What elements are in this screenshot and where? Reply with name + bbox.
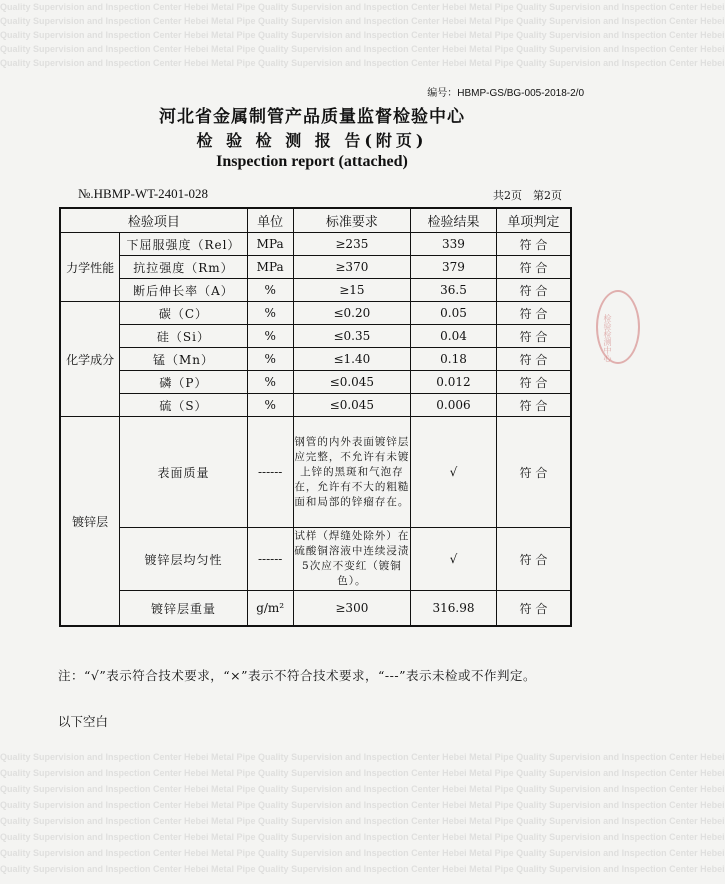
inspection-table: [59, 207, 572, 627]
item-verdict: 符 合: [496, 417, 571, 528]
item-unit: g/m²: [247, 591, 293, 627]
item-requirement: ≤0.045: [293, 371, 411, 394]
item-requirement: ≤1.40: [293, 348, 411, 371]
blank-below-text: 以下空白: [58, 714, 109, 729]
table-row: [60, 348, 571, 371]
item-unit: %: [247, 279, 293, 302]
document-number: 编号：HBMP-GS/BG-005-2018-2/0: [427, 88, 584, 99]
item-verdict: 符 合: [496, 256, 571, 279]
item-name: 硅（Si）: [120, 325, 248, 348]
table-row: [60, 371, 571, 394]
table-row: [60, 591, 571, 627]
item-requirement: 试样（焊缝处除外）在硫酸铜溶液中连续浸渍5次应不变红（镀铜色）。: [293, 528, 411, 591]
item-verdict: 符 合: [496, 233, 571, 256]
item-name: 镀锌层均匀性: [120, 528, 248, 591]
watermark: Quality Supervision and Inspection Center Hebei Metal Pipe Quality Supervision and Inspection Center Hebei Metal Pipe Quality Supervision and Inspection Center Hebei: [0, 752, 725, 762]
item-requirement: ≥370: [293, 256, 411, 279]
item-unit: %: [247, 371, 293, 394]
item-result: 0.05: [411, 302, 497, 325]
item-unit: MPa: [247, 256, 293, 279]
watermark: Quality Supervision and Inspection Center Hebei Metal Pipe Quality Supervision and Inspection Center Hebei Metal Pipe Quality Supervision and Inspection Center Hebei: [0, 16, 725, 26]
seal-stamp: [596, 290, 640, 364]
item-verdict: 符 合: [496, 279, 571, 302]
item-result: 0.04: [411, 325, 497, 348]
item-verdict: 符 合: [496, 348, 571, 371]
item-requirement: ≤0.045: [293, 394, 411, 417]
item-requirement: 钢管的内外表面镀锌层应完整，不允许有未镀上锌的黑斑和气泡存在，允许有不大的粗糙面和局部的锌瘤存在。: [293, 417, 411, 528]
item-unit: ------: [247, 417, 293, 528]
item-verdict: 符 合: [496, 371, 571, 394]
group-label-chemical: 化学成分: [60, 302, 120, 417]
item-name: 断后伸长率（A）: [120, 279, 248, 302]
item-requirement: ≥235: [293, 233, 411, 256]
item-unit: %: [247, 394, 293, 417]
item-result: 0.006: [411, 394, 497, 417]
group-label-galvanized: 镀锌层: [60, 417, 120, 627]
header-item: 检验项目: [60, 208, 247, 233]
item-verdict: 符 合: [496, 394, 571, 417]
item-requirement: ≥300: [293, 591, 411, 627]
table-row: [60, 233, 571, 256]
seal-text: 检验检测中心: [603, 314, 612, 362]
table-row: [60, 279, 571, 302]
table-row: [60, 528, 571, 591]
item-verdict: 符 合: [496, 591, 571, 627]
header-unit: 单位: [247, 208, 293, 233]
header-requirement: 标准要求: [293, 208, 411, 233]
item-name: 抗拉强度（Rm）: [120, 256, 248, 279]
item-requirement: ≤0.35: [293, 325, 411, 348]
item-name: 硫（S）: [120, 394, 248, 417]
legend-note: 注：“√”表示符合技术要求，“×”表示不符合技术要求，“---”表示未检或不作判定。: [58, 668, 536, 683]
item-result: √: [411, 417, 497, 528]
report-number: №.HBMP-WT-2401-028: [78, 186, 209, 201]
item-verdict: 符 合: [496, 302, 571, 325]
watermark: Quality Supervision and Inspection Center Hebei Metal Pipe Quality Supervision and Inspection Center Hebei Metal Pipe Quality Supervision and Inspection Center Hebei: [0, 58, 725, 68]
item-result: 339: [411, 233, 497, 256]
table-row: [60, 256, 571, 279]
watermark: Quality Supervision and Inspection Center Hebei Metal Pipe Quality Supervision and Inspection Center Hebei Metal Pipe Quality Supervision and Inspection Center Hebei: [0, 816, 725, 826]
item-result: 0.012: [411, 371, 497, 394]
item-verdict: 符 合: [496, 325, 571, 348]
item-verdict: 符 合: [496, 528, 571, 591]
table-row: [60, 302, 571, 325]
page-info: 共2页 第2页: [493, 189, 562, 202]
item-name: 镀锌层重量: [120, 591, 248, 627]
watermark: Quality Supervision and Inspection Center Hebei Metal Pipe Quality Supervision and Inspection Center Hebei Metal Pipe Quality Supervision and Inspection Center Hebei: [0, 2, 725, 12]
item-unit: ------: [247, 528, 293, 591]
item-result: 316.98: [411, 591, 497, 627]
item-requirement: ≥15: [293, 279, 411, 302]
table-row: [60, 394, 571, 417]
item-unit: %: [247, 302, 293, 325]
group-label-mechanical: 力学性能: [60, 233, 120, 302]
header-result: 检验结果: [411, 208, 497, 233]
item-result: √: [411, 528, 497, 591]
table-row: [60, 417, 571, 528]
report-title-english: Inspection report (attached): [216, 153, 408, 170]
watermark: Quality Supervision and Inspection Center Hebei Metal Pipe Quality Supervision and Inspection Center Hebei Metal Pipe Quality Supervision and Inspection Center Hebei: [0, 30, 725, 40]
item-result: 379: [411, 256, 497, 279]
header-verdict: 单项判定: [496, 208, 571, 233]
item-result: 0.18: [411, 348, 497, 371]
item-result: 36.5: [411, 279, 497, 302]
item-name: 下屈服强度（Rel）: [120, 233, 248, 256]
item-unit: MPa: [247, 233, 293, 256]
item-name: 表面质量: [120, 417, 248, 528]
watermark: Quality Supervision and Inspection Center Hebei Metal Pipe Quality Supervision and Inspection Center Hebei Metal Pipe Quality Supervision and Inspection Center Hebei: [0, 832, 725, 842]
item-name: 磷（P）: [120, 371, 248, 394]
table-header-row: [60, 208, 571, 233]
watermark: Quality Supervision and Inspection Center Hebei Metal Pipe Quality Supervision and Inspection Center Hebei Metal Pipe Quality Supervision and Inspection Center Hebei: [0, 864, 725, 874]
report-subtitle: 检 验 检 测 报 告(附页): [196, 131, 428, 150]
item-unit: %: [247, 348, 293, 371]
item-name: 锰（Mn）: [120, 348, 248, 371]
watermark: Quality Supervision and Inspection Center Hebei Metal Pipe Quality Supervision and Inspection Center Hebei Metal Pipe Quality Supervision and Inspection Center Hebei: [0, 44, 725, 54]
watermark: Quality Supervision and Inspection Center Hebei Metal Pipe Quality Supervision and Inspection Center Hebei Metal Pipe Quality Supervision and Inspection Center Hebei: [0, 784, 725, 794]
item-requirement: ≤0.20: [293, 302, 411, 325]
watermark: Quality Supervision and Inspection Center Hebei Metal Pipe Quality Supervision and Inspection Center Hebei Metal Pipe Quality Supervision and Inspection Center Hebei: [0, 800, 725, 810]
item-unit: %: [247, 325, 293, 348]
watermark: Quality Supervision and Inspection Center Hebei Metal Pipe Quality Supervision and Inspection Center Hebei Metal Pipe Quality Supervision and Inspection Center Hebei: [0, 848, 725, 858]
item-name: 碳（C）: [120, 302, 248, 325]
table-row: [60, 325, 571, 348]
watermark: Quality Supervision and Inspection Center Hebei Metal Pipe Quality Supervision and Inspection Center Hebei Metal Pipe Quality Supervision and Inspection Center Hebei: [0, 768, 725, 778]
institution-title: 河北省金属制管产品质量监督检验中心: [159, 107, 465, 127]
